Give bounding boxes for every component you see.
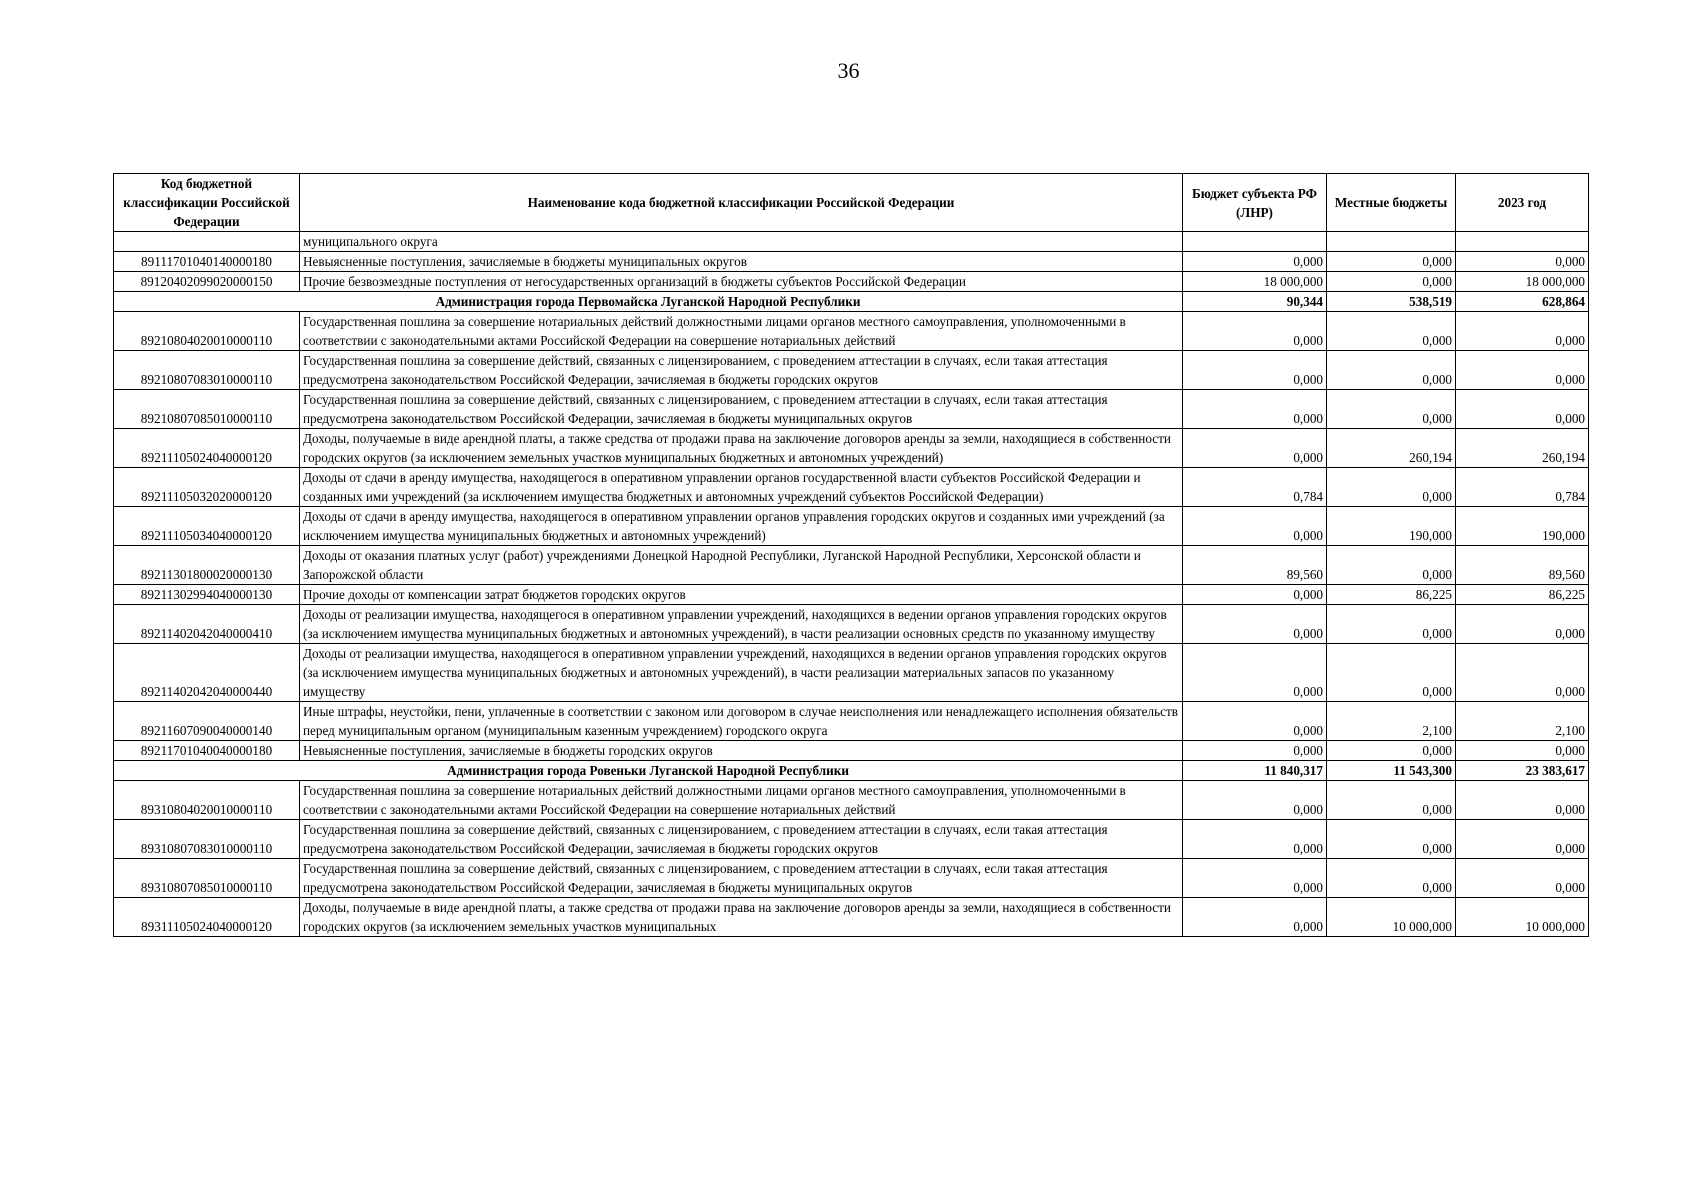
- local-budget-value: 10 000,000: [1327, 898, 1456, 937]
- classification-code: 89211402042040000440: [114, 644, 300, 702]
- year-total-value: 0,000: [1456, 312, 1589, 351]
- classification-code: 89210807083010000110: [114, 351, 300, 390]
- local-budget-value: 0,000: [1327, 781, 1456, 820]
- local-budget-value: 11 543,300: [1327, 761, 1456, 781]
- local-budget-value: 86,225: [1327, 585, 1456, 605]
- local-budget-value: 0,000: [1327, 605, 1456, 644]
- classification-name: Государственная пошлина за совершение действий, связанных с лицензированием, с проведением аттестации в случаях, если такая аттестация предусмотрена законодательством Российской Федерации, зачисляемая в бюджеты городских округов: [300, 820, 1183, 859]
- year-total-value: 628,864: [1456, 292, 1589, 312]
- classification-name: Доходы, получаемые в виде арендной платы, а также средства от продажи права на заключение договоров аренды за земли, находящиеся в собственности городских округов (за исключением земельных участков муниципальных: [300, 898, 1183, 937]
- year-total-value: [1456, 232, 1589, 252]
- local-budget-value: 0,000: [1327, 351, 1456, 390]
- classification-name: Государственная пошлина за совершение действий, связанных с лицензированием, с проведением аттестации в случаях, если такая аттестация предусмотрена законодательством Российской Федерации, зачисляемая в бюджеты муниципальных округов: [300, 390, 1183, 429]
- classification-code: 89211105024040000120: [114, 429, 300, 468]
- table-row: [114, 252, 1589, 272]
- year-total-value: 260,194: [1456, 429, 1589, 468]
- year-total-value: 0,000: [1456, 820, 1589, 859]
- classification-name: Доходы от реализации имущества, находящегося в оперативном управлении учреждений, находящихся в ведении органов управления городских округов (за исключением имущества муниципальных бюджетных и автономных учреждений), в части реализации материальных запасов по указанному имуществу: [300, 644, 1183, 702]
- header-code: Код бюджетной классификации Российской Федерации: [114, 174, 300, 232]
- year-total-value: 18 000,000: [1456, 272, 1589, 292]
- table-row: [114, 741, 1589, 761]
- local-budget-value: 0,000: [1327, 859, 1456, 898]
- table-body: [114, 232, 1589, 937]
- section-title: Администрация города Первомайска Луганской Народной Республики: [114, 292, 1183, 312]
- header-name: Наименование кода бюджетной классификации Российской Федерации: [300, 174, 1183, 232]
- regional-budget-value: 0,000: [1183, 741, 1327, 761]
- year-total-value: 0,000: [1456, 351, 1589, 390]
- year-total-value: 190,000: [1456, 507, 1589, 546]
- regional-budget-value: 0,000: [1183, 351, 1327, 390]
- regional-budget-value: 18 000,000: [1183, 272, 1327, 292]
- regional-budget-value: 0,000: [1183, 859, 1327, 898]
- local-budget-value: 0,000: [1327, 252, 1456, 272]
- classification-code: 89311105024040000120: [114, 898, 300, 937]
- local-budget-value: 260,194: [1327, 429, 1456, 468]
- regional-budget-value: 0,000: [1183, 898, 1327, 937]
- table-row: [114, 351, 1589, 390]
- table-row: [114, 644, 1589, 702]
- year-total-value: 0,000: [1456, 859, 1589, 898]
- local-budget-value: 0,000: [1327, 468, 1456, 507]
- section-title: Администрация города Ровеньки Луганской Народной Республики: [114, 761, 1183, 781]
- header-local-budgets: Местные бюджеты: [1327, 174, 1456, 232]
- regional-budget-value: [1183, 232, 1327, 252]
- table-header-row: [114, 174, 1589, 232]
- table-row: [114, 605, 1589, 644]
- regional-budget-value: 0,000: [1183, 585, 1327, 605]
- classification-name: Государственная пошлина за совершение действий, связанных с лицензированием, с проведением аттестации в случаях, если такая аттестация предусмотрена законодательством Российской Федерации, зачисляемая в бюджеты городских округов: [300, 351, 1183, 390]
- year-total-value: 89,560: [1456, 546, 1589, 585]
- header-regional-budget: Бюджет субъекта РФ (ЛНР): [1183, 174, 1327, 232]
- section-row: [114, 292, 1589, 312]
- table-row: [114, 468, 1589, 507]
- regional-budget-value: 0,000: [1183, 644, 1327, 702]
- local-budget-value: 2,100: [1327, 702, 1456, 741]
- year-total-value: 0,000: [1456, 781, 1589, 820]
- table-row: [114, 781, 1589, 820]
- regional-budget-value: 0,000: [1183, 820, 1327, 859]
- classification-name: Доходы от сдачи в аренду имущества, находящегося в оперативном управлении органов управления городских округов и созданных ими учреждений (за исключением имущества муниципальных бюджетных и автономных учреждений): [300, 507, 1183, 546]
- table-row: [114, 820, 1589, 859]
- table-row: [114, 312, 1589, 351]
- table-row: [114, 429, 1589, 468]
- table-row: [114, 232, 1589, 252]
- local-budget-value: 0,000: [1327, 820, 1456, 859]
- regional-budget-value: 0,000: [1183, 429, 1327, 468]
- regional-budget-value: 0,000: [1183, 312, 1327, 351]
- classification-code: 89211402042040000410: [114, 605, 300, 644]
- regional-budget-value: 0,000: [1183, 702, 1327, 741]
- local-budget-value: 0,000: [1327, 644, 1456, 702]
- classification-name: Доходы от оказания платных услуг (работ) учреждениями Донецкой Народной Республики, Луганской Народной Республики, Херсонской области и Запорожской области: [300, 546, 1183, 585]
- local-budget-value: 0,000: [1327, 741, 1456, 761]
- classification-code: 89211105032020000120: [114, 468, 300, 507]
- classification-code: 89211607090040000140: [114, 702, 300, 741]
- regional-budget-value: 89,560: [1183, 546, 1327, 585]
- classification-code: 89111701040140000180: [114, 252, 300, 272]
- classification-name: Доходы от реализации имущества, находящегося в оперативном управлении учреждений, находящихся в ведении органов управления городских округов (за исключением имущества муниципальных бюджетных и автономных учреждений), в части реализации основных средств по указанному имуществу: [300, 605, 1183, 644]
- local-budget-value: 538,519: [1327, 292, 1456, 312]
- table-row: [114, 546, 1589, 585]
- header-year-2023: 2023 год: [1456, 174, 1589, 232]
- year-total-value: 0,000: [1456, 605, 1589, 644]
- local-budget-value: 0,000: [1327, 312, 1456, 351]
- year-total-value: 23 383,617: [1456, 761, 1589, 781]
- table-row: [114, 859, 1589, 898]
- table-row: [114, 898, 1589, 937]
- table-row: [114, 702, 1589, 741]
- classification-code: 89310807085010000110: [114, 859, 300, 898]
- year-total-value: 86,225: [1456, 585, 1589, 605]
- classification-code: 89211301800020000130: [114, 546, 300, 585]
- regional-budget-value: 0,000: [1183, 252, 1327, 272]
- classification-name: Прочие безвозмездные поступления от негосударственных организаций в бюджеты субъектов Российской Федерации: [300, 272, 1183, 292]
- classification-code: 89210804020010000110: [114, 312, 300, 351]
- table-row: [114, 272, 1589, 292]
- local-budget-value: 0,000: [1327, 390, 1456, 429]
- regional-budget-value: 11 840,317: [1183, 761, 1327, 781]
- regional-budget-value: 0,000: [1183, 390, 1327, 429]
- classification-code: 89211302994040000130: [114, 585, 300, 605]
- year-total-value: 0,000: [1456, 252, 1589, 272]
- year-total-value: 2,100: [1456, 702, 1589, 741]
- classification-name: Иные штрафы, неустойки, пени, уплаченные в соответствии с законом или договором в случае неисполнения или ненадлежащего исполнения обязательств перед муниципальным органом (муниципальным казенным учреждением) городского округа: [300, 702, 1183, 741]
- local-budget-value: [1327, 232, 1456, 252]
- table-row: [114, 390, 1589, 429]
- local-budget-value: 0,000: [1327, 546, 1456, 585]
- classification-name: Невыясненные поступления, зачисляемые в бюджеты муниципальных округов: [300, 252, 1183, 272]
- classification-code: 89210807085010000110: [114, 390, 300, 429]
- local-budget-value: 190,000: [1327, 507, 1456, 546]
- table-row: [114, 585, 1589, 605]
- classification-name: Доходы от сдачи в аренду имущества, находящегося в оперативном управлении органов государственной власти субъектов Российской Федерации и созданных ими учреждений (за исключением имущества бюджетных и автономных учреждений субъектов Российской Федерации): [300, 468, 1183, 507]
- year-total-value: 0,000: [1456, 390, 1589, 429]
- regional-budget-value: 90,344: [1183, 292, 1327, 312]
- classification-code: 89120402099020000150: [114, 272, 300, 292]
- regional-budget-value: 0,784: [1183, 468, 1327, 507]
- classification-name: Государственная пошлина за совершение нотариальных действий должностными лицами органов местного самоуправления, уполномоченными в соответствии с законодательными актами Российской Федерации на совершение нотариальных действий: [300, 312, 1183, 351]
- classification-name: Государственная пошлина за совершение действий, связанных с лицензированием, с проведением аттестации в случаях, если такая аттестация предусмотрена законодательством Российской Федерации, зачисляемая в бюджеты муниципальных округов: [300, 859, 1183, 898]
- section-row: [114, 761, 1589, 781]
- classification-name: Прочие доходы от компенсации затрат бюджетов городских округов: [300, 585, 1183, 605]
- classification-name: Невыясненные поступления, зачисляемые в бюджеты городских округов: [300, 741, 1183, 761]
- table-row: [114, 507, 1589, 546]
- page-number: 36: [837, 58, 860, 83]
- classification-code: 89310807083010000110: [114, 820, 300, 859]
- year-total-value: 0,000: [1456, 644, 1589, 702]
- local-budget-value: 0,000: [1327, 272, 1456, 292]
- year-total-value: 0,784: [1456, 468, 1589, 507]
- year-total-value: 0,000: [1456, 741, 1589, 761]
- regional-budget-value: 0,000: [1183, 605, 1327, 644]
- classification-code: 89211105034040000120: [114, 507, 300, 546]
- regional-budget-value: 0,000: [1183, 781, 1327, 820]
- classification-code: 89211701040040000180: [114, 741, 300, 761]
- classification-name: Доходы, получаемые в виде арендной платы, а также средства от продажи права на заключение договоров аренды за земли, находящиеся в собственности городских округов (за исключением земельных участков муниципальных бюджетных и автономных учреждений): [300, 429, 1183, 468]
- classification-name: Государственная пошлина за совершение нотариальных действий должностными лицами органов местного самоуправления, уполномоченными в соответствии с законодательными актами Российской Федерации на совершение нотариальных действий: [300, 781, 1183, 820]
- regional-budget-value: 0,000: [1183, 507, 1327, 546]
- classification-code: 89310804020010000110: [114, 781, 300, 820]
- budget-table: [113, 173, 1589, 937]
- classification-name: муниципального округа: [300, 232, 1183, 252]
- year-total-value: 10 000,000: [1456, 898, 1589, 937]
- classification-code: [114, 232, 300, 252]
